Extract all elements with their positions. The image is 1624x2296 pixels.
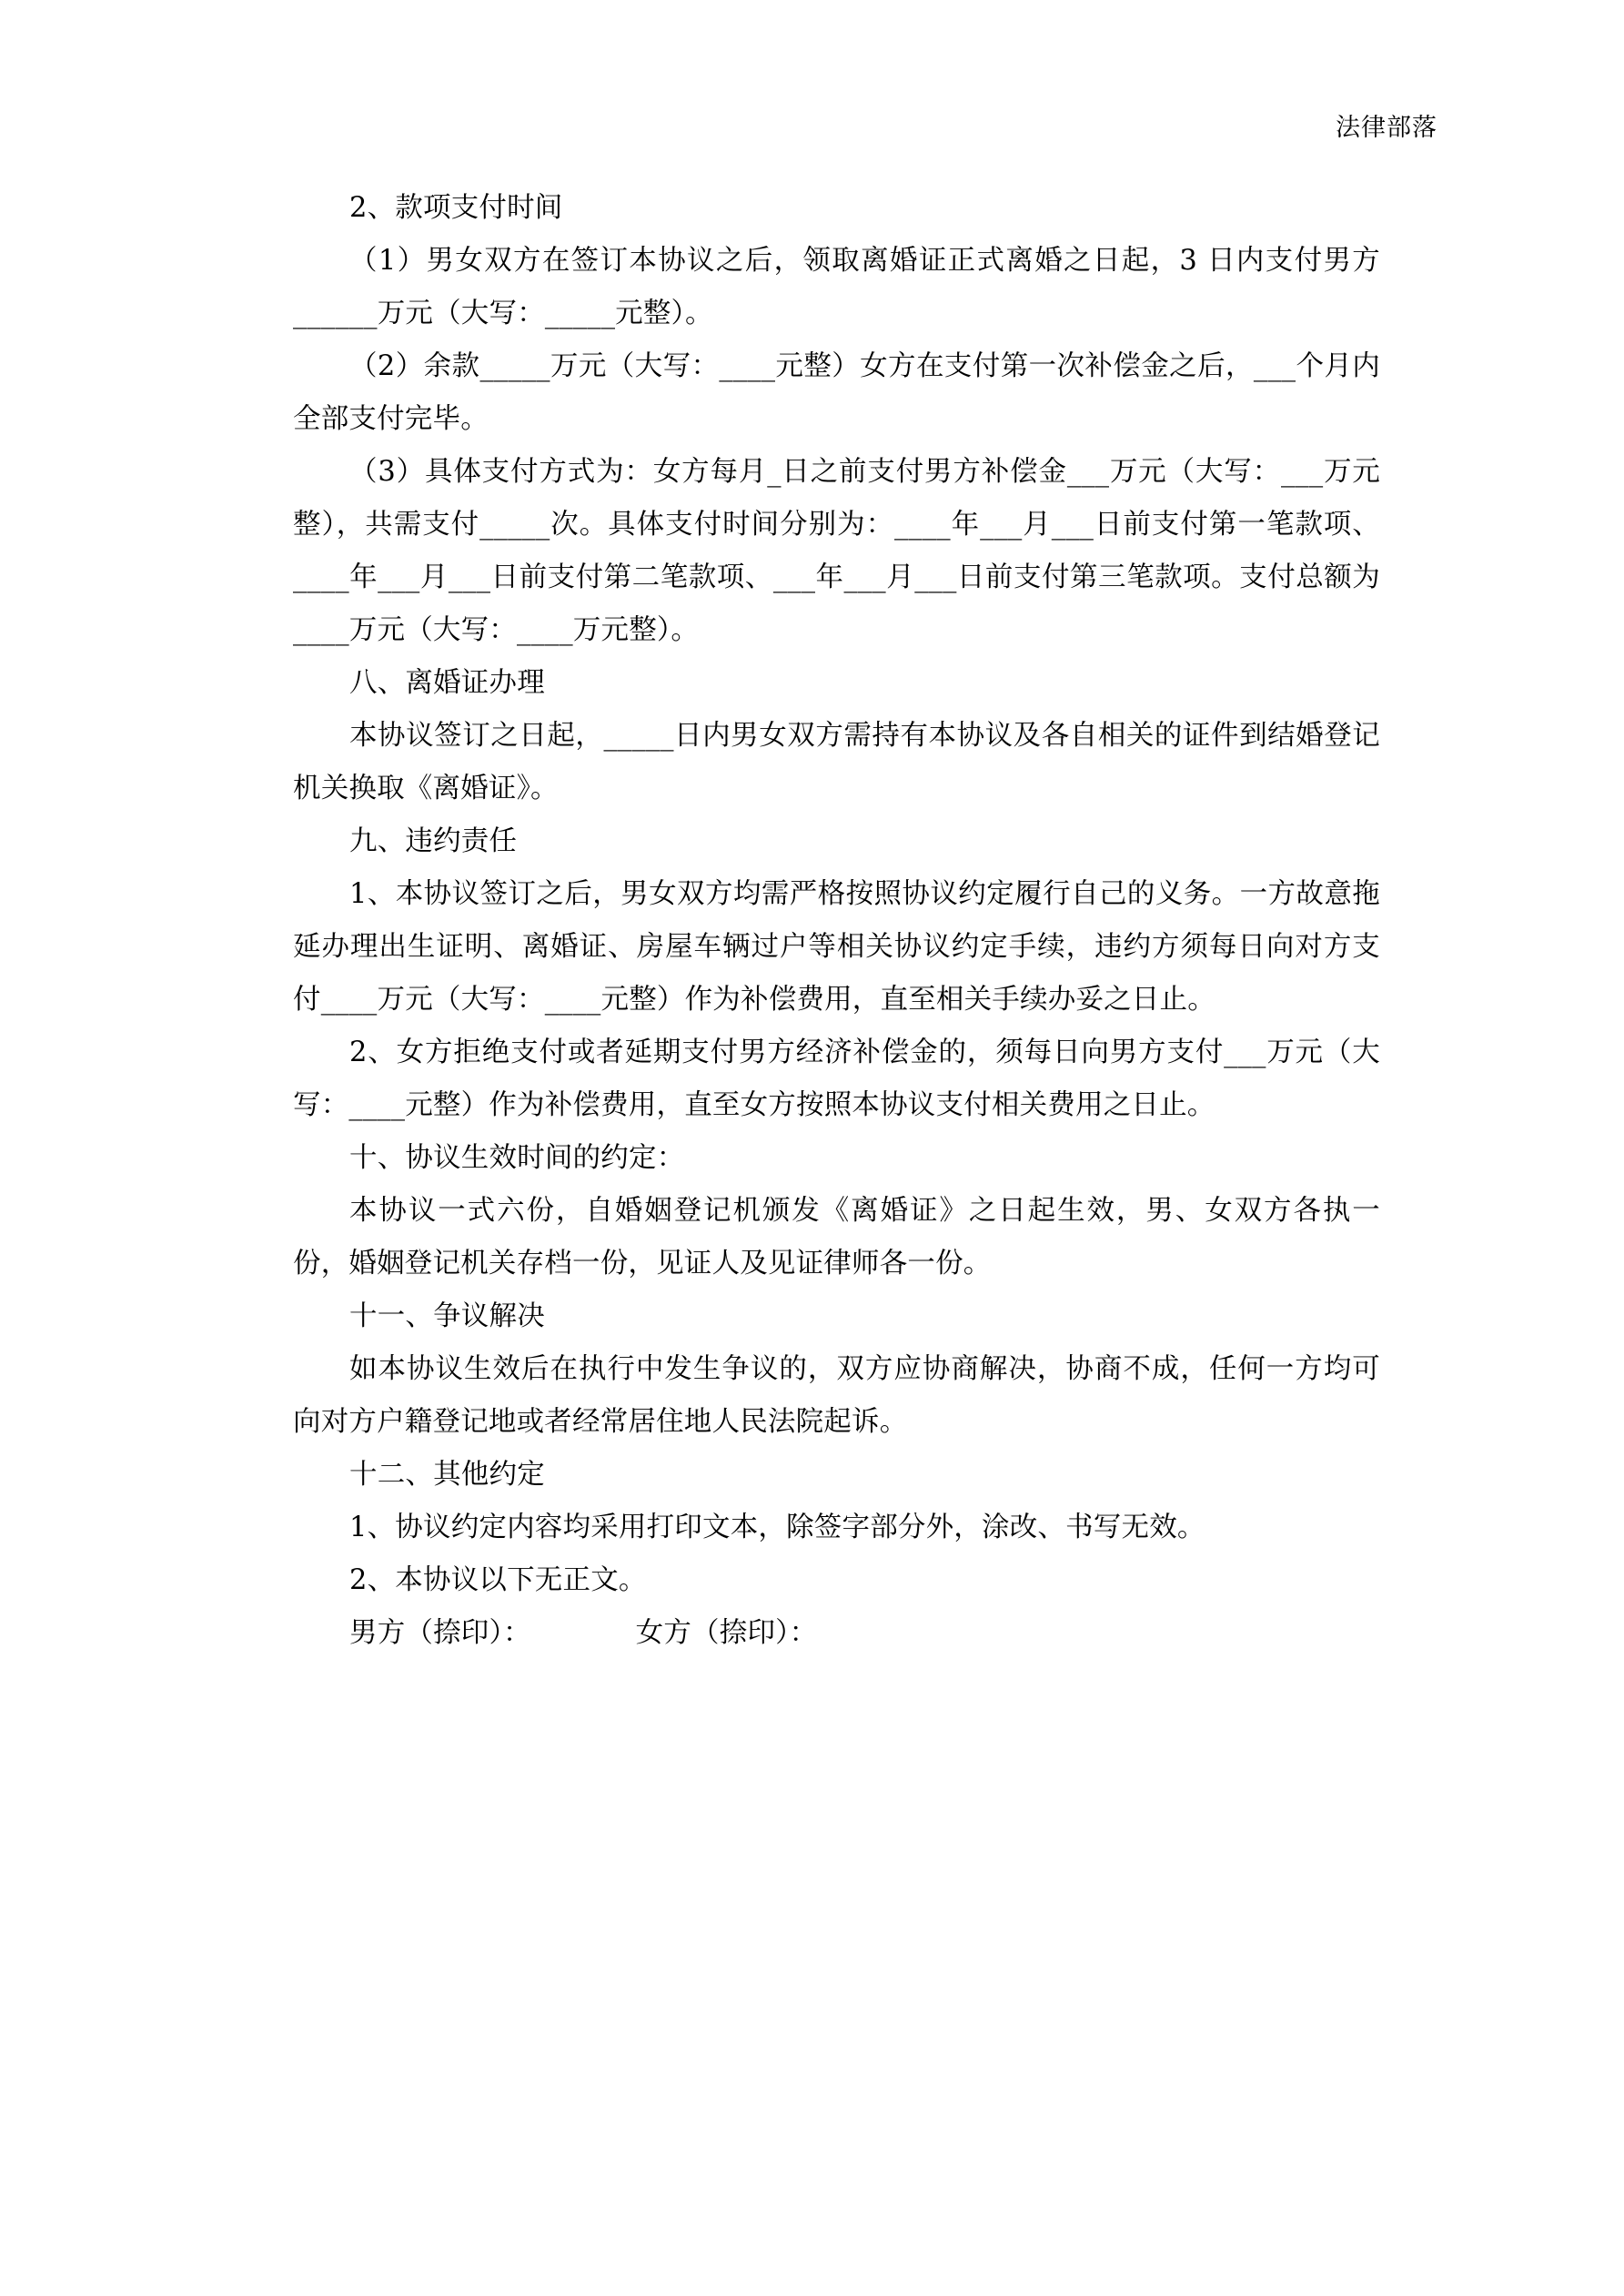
paragraph-section-twelve-item-2: 2、本协议以下无正文。 [349,1564,647,1596]
paragraph-section-nine-item-1: 1、本协议签订之后，男女双方均需严格按照协议约定履行自己的义务。一方故意拖延办理出生证明、离婚证、房屋车辆过户等相关协议约定手续，违约方须每日向对方支付____万元（大写：____元整）作为补偿费用，直至相关手续办妥之日止。 [293,878,1380,1016]
paragraph-section-eleven-body: 如本协议生效后在执行中发生争议的，双方应协商解决，协商不成，任何一方均可向对方户籍登记地或者经常居住地人民法院起诉。 [293,1353,1380,1438]
paragraph-payment-time-title: 2、款项支付时间 [349,192,563,224]
section-heading-eight: 八、离婚证办理 [349,667,545,699]
signature-female-label: 女方（捺印）： [635,1617,818,1649]
paragraph-section-twelve-item-1: 1、协议约定内容均采用打印文本，除签字部分外，涂改、书写无效。 [349,1512,1205,1543]
section-heading-ten: 十、协议生效时间的约定： [349,1142,685,1174]
paragraph-payment-item-3: （3）具体支付方式为：女方每月_日之前支付男方补偿金___万元（大写：___万元整），共需支付_____次。具体支付时间分别为：____年___月___日前支付第一笔款项、____年___月___日前支付第二笔款项、___年___月___日前支付第三笔款项。支付总额为____万元（大写：____万元整）。 [293,456,1380,646]
page-header-watermark: 法律部落 [1336,114,1437,142]
paragraph-section-ten-body: 本协议一式六份，自婚姻登记机颁发《离婚证》之日起生效，男、女双方各执一份，婚姻登记机关存档一份，见证人及见证律师各一份。 [293,1195,1380,1279]
section-heading-nine: 九、违约责任 [349,825,518,857]
section-heading-twelve: 十二、其他约定 [349,1459,545,1491]
paragraph-section-nine-item-2: 2、女方拒绝支付或者延期支付男方经济补偿金的，须每日向男方支付___万元（大写：____元整）作为补偿费用，直至女方按照本协议支付相关费用之日止。 [293,1037,1380,1121]
section-heading-eleven: 十一、争议解决 [349,1300,545,1332]
paragraph-payment-item-1: （1）男女双方在签订本协议之后，领取离婚证正式离婚之日起，3 日内支付男方______万元（大写：_____元整）。 [293,245,1380,329]
signature-male-label: 男方（捺印）： [349,1617,531,1649]
signature-line [293,1607,1380,1660]
document-body [293,182,1380,1660]
paragraph-section-eight-body: 本协议签订之日起，_____日内男女双方需持有本协议及各自相关的证件到结婚登记机关换取《离婚证》。 [293,720,1380,804]
paragraph-payment-item-2: （2）余款_____万元（大写：____元整）女方在支付第一次补偿金之后，___个月内全部支付完毕。 [293,350,1380,435]
